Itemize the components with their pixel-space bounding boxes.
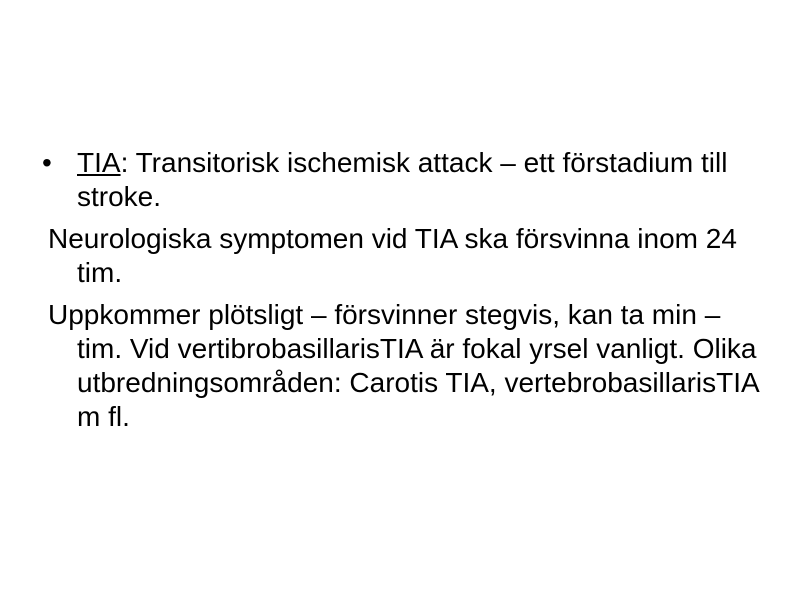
paragraph-symptoms: Neurologiska symptomen vid TIA ska försvinna inom 24 tim. bbox=[48, 223, 737, 288]
bullet-item-tia bbox=[42, 146, 768, 214]
term-tia: TIA bbox=[77, 147, 121, 178]
tia-definition: : Transitorisk ischemisk attack – ett förstadium till stroke. bbox=[77, 147, 728, 212]
paragraph-onset: Uppkommer plötsligt – försvinner stegvis, kan ta min – tim. Vid vertibrobasillarisTIA är fokal yrsel vanligt. Olika utbredningsområden: Carotis TIA, vertebrobasillarisTIA m fl. bbox=[48, 299, 759, 432]
slide-body bbox=[42, 146, 768, 442]
bullet-symbol: • bbox=[42, 147, 52, 178]
